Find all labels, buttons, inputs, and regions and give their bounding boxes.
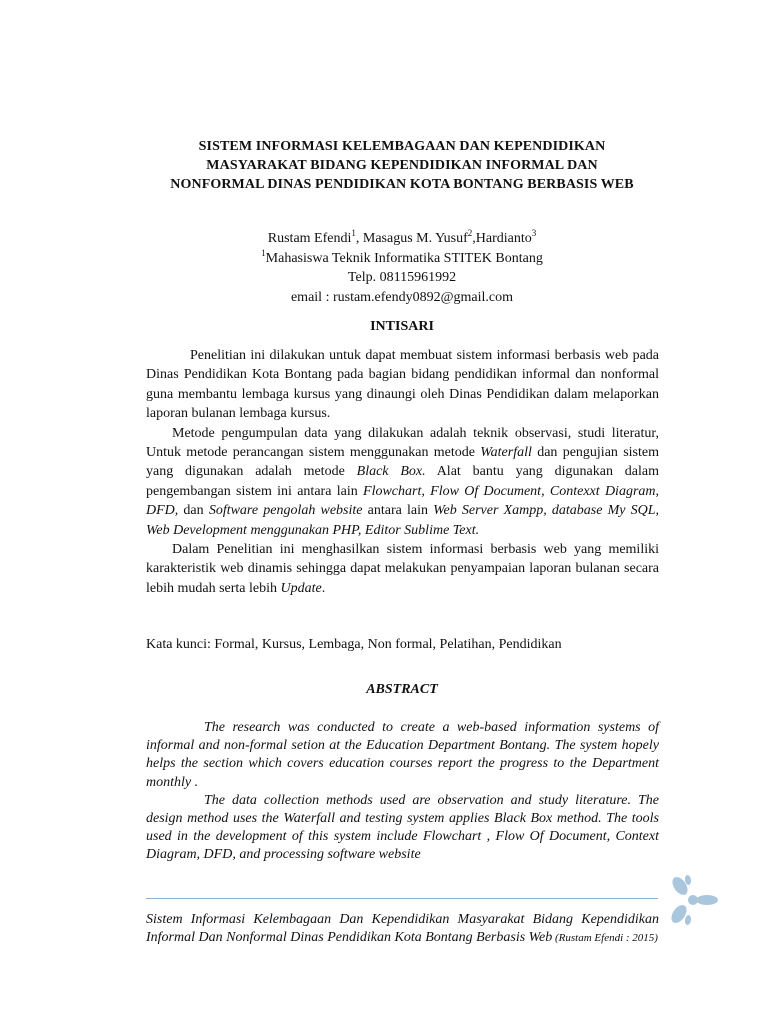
author-2: Masagus M. Yusuf (362, 231, 468, 246)
text-run: Metode pengumpulan data yang dilakukan adalah teknik observasi, studi literatur, Untuk metode perancangan sistem menggunakan metode (146, 425, 659, 461)
affiliation (146, 249, 658, 269)
intisari-body (146, 346, 659, 598)
text-run-italic: Update (280, 580, 322, 596)
phone: Telp. 08115961992 (347, 270, 457, 285)
paper-title (146, 137, 658, 194)
text-run: dan pengujian sistem yang digunakan adalah metode (146, 445, 659, 480)
abstract-body (146, 719, 659, 865)
running-footer (146, 911, 659, 947)
abstract-heading: ABSTRACT (366, 682, 438, 697)
affiliation-text: Mahasiswa Teknik Informatika STITEK Bontang (265, 250, 543, 266)
text-run: Dalam Penelitian ini menghasilkan sistem informasi berbasis web yang memiliki karakteristik web dinamis sehingga dapat melakukan penyampaian laporan bulanan secara lebih mudah serta lebih (146, 542, 659, 596)
footer-credit: (Rustam Efendi : 2015) (552, 931, 658, 944)
author-1: Rustam Efendi (267, 231, 352, 246)
title-line: NONFORMAL DINAS PENDIDIKAN KOTA BONTANG BERBASIS WEB (170, 177, 634, 192)
author-separator: , (355, 231, 363, 246)
text-run-italic: Software pengolah website (208, 503, 363, 519)
text-run-italic: Flowchart, Flow Of Document, Contexxt Diagram, DFD, (146, 483, 659, 519)
author-separator: , (472, 231, 476, 246)
text-run: dan (178, 503, 209, 519)
text-run-italic: Waterfall (480, 445, 532, 461)
text-run-italic: Web Server Xampp, database My SQL, Web Development menggunakan PHP, Editor Sublime Text. (146, 503, 660, 538)
flower-ornament-icon (666, 874, 720, 926)
author-1-sup: 1 (351, 228, 356, 238)
intisari-heading: INTISARI (370, 319, 434, 334)
title-line: MASYARAKAT BIDANG KEPENDIDIKAN INFORMAL DAN (206, 158, 598, 173)
intisari-paragraph-2 (146, 424, 659, 540)
intisari-paragraph-1: Penelitian ini dilakukan untuk dapat membuat sistem informasi berbasis web pada Dinas Pendidikan Kota Bontang pada bagian bidang pendidikan informal dan nonformal guna membantu lembaga kursus yang dinaungi oleh Dinas Pendidikan dalam melaporkan laporan bulanan lembaga kursus. (146, 348, 659, 422)
author-2-sup: 2 (467, 228, 473, 238)
abstract-paragraph-2: The data collection methods used are observation and study literature. The design method uses the Waterfall and testing system applies Black Box method. The tools used in the development of this system include Flowchart , Flow Of Document, Context Diagram, DFD, and processing software website (146, 792, 659, 863)
footer-title: Sistem Informasi Kelembagaan Dan Kependidikan Masyarakat Bidang Kependidikan Informal Dan Nonformal Dinas Pendidikan Kota Bontang Berbasis Web (146, 912, 659, 945)
text-run: Alat bantu yang digunakan dalam pengembangan sistem ini antara lain (146, 464, 659, 499)
abstract-paragraph-1: The research was conducted to create a web-based information systems of informal and non-formal setion at the Education Department Bontang. The system hopely helps the section which covers education courses report the progress to the Department monthly . (146, 720, 659, 790)
text-run: . (321, 580, 326, 596)
author-3: Hardianto (475, 231, 532, 246)
email: email : rustam.efendy0892@gmail.com (290, 289, 514, 305)
text-run-italic: Black Box. (356, 464, 426, 480)
author-names (146, 229, 658, 249)
title-line: SISTEM INFORMASI KELEMBAGAAN DAN KEPENDIDIKAN (198, 139, 606, 154)
author-block (146, 229, 658, 307)
keywords: Kata kunci: Formal, Kursus, Lembaga, Non formal, Pelatihan, Pendidikan (146, 637, 562, 652)
intisari-paragraph-3 (146, 540, 659, 598)
author-3-sup: 3 (531, 228, 537, 238)
affiliation-sup: 1 (261, 247, 266, 258)
text-run: antara lain (362, 503, 434, 519)
footer-divider (146, 898, 658, 899)
